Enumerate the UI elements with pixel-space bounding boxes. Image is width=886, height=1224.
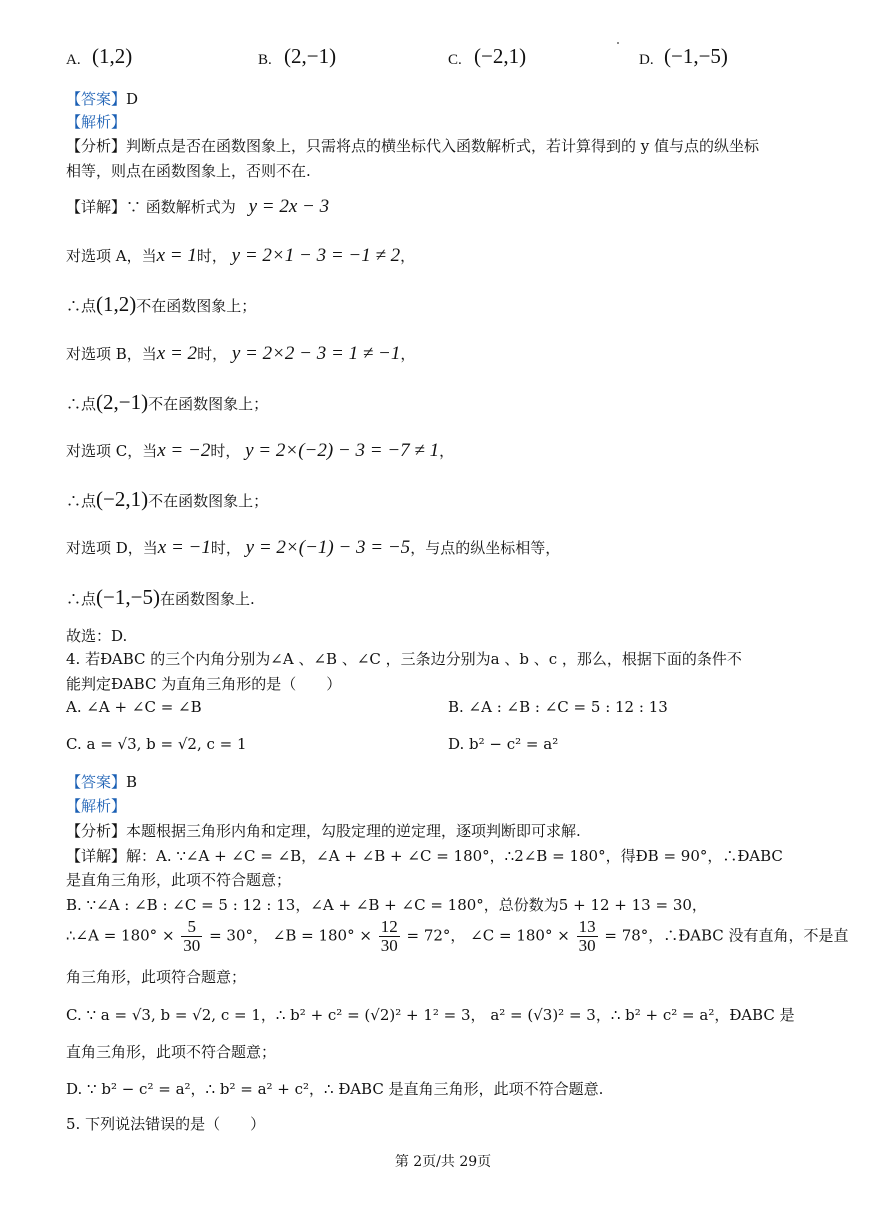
q3-option-a-letter: A. — [66, 52, 81, 68]
step-text: ， — [439, 442, 455, 460]
q3-step-b-conclusion — [66, 390, 268, 415]
q3-option-c-value: (−2,1) — [474, 44, 527, 68]
q3-step-d-conclusion — [66, 585, 255, 610]
step-text: 不在函数图象上； — [136, 297, 257, 315]
q3-option-d-letter: D. — [639, 52, 654, 68]
fraction-c — [577, 918, 598, 955]
q3-fenxi-line1 — [66, 135, 759, 156]
q4-detail-a-line1 — [66, 845, 783, 866]
q4-option-a: A. ∠A + ∠C = ∠B — [66, 698, 202, 716]
step-calc: y = 2×2 − 3 = 1 ≠ −1 — [231, 343, 401, 364]
q5-stem: 5. 下列说法错误的是（ ） — [66, 1115, 266, 1133]
fraction-denominator: 30 — [380, 936, 398, 955]
page-number: 第 2页/共 29页 — [394, 1154, 492, 1170]
step-text: ，与点的纵坐标相等， — [410, 539, 561, 557]
q3-option-b-letter: B. — [258, 52, 272, 68]
step-point: (2,−1) — [96, 390, 149, 414]
step-text: 对选项 C，当 — [66, 442, 158, 460]
answer-label: 【答案】 — [66, 90, 127, 108]
detail-text: = 72°， ∠C = 180° × — [406, 926, 570, 945]
step-text: 不在函数图象上； — [148, 395, 269, 413]
detail-text: ∴∠A = 180° × — [66, 926, 175, 945]
step-point: (−1,−5) — [96, 585, 160, 609]
q4-detail-b-line2 — [66, 918, 849, 955]
fenxi-text: 本题根据三角形内角和定理，勾股定理的逆定理，逐项判断即可求解. — [126, 822, 581, 840]
step-text: 对选项 B，当 — [66, 345, 157, 363]
xiangjie-label: 【详解】 — [66, 847, 127, 865]
answer-label: 【答案】 — [66, 773, 127, 791]
fenxi-text: 判断点是否在函数图象上，只需将点的横坐标代入函数解析式，若计算得到的 y 值与点的纵坐标 — [126, 137, 760, 155]
q4-detail-d: D. ∵ b² − c² = a²，∴ b² = a² + c²，∴ ÐABC 是直角三角形，此项不符合题意. — [66, 1080, 604, 1098]
q3-step-a — [66, 245, 415, 267]
step-text: 对选项 D，当 — [66, 539, 158, 557]
step-point: (1,2) — [96, 292, 137, 316]
answer-value: D — [126, 90, 139, 108]
q3-step-d — [66, 537, 560, 559]
detail-text: = 78°，∴ÐABC 没有直角，不是直 — [604, 926, 849, 945]
step-calc: y = 2×1 − 3 = −1 ≠ 2 — [231, 245, 401, 266]
q3-fenxi-line2: 相等，则点在函数图象上，否则不在. — [66, 162, 311, 180]
xiangjie-text: ∵ 函数解析式为 — [126, 198, 236, 216]
q3-option-b-value: (2,−1) — [284, 44, 337, 68]
q4-answer-line — [66, 771, 137, 792]
fraction-numerator: 13 — [578, 917, 596, 936]
step-x: x = 2 — [156, 343, 198, 364]
q4-detail-c-line2: 直角三角形，此项不符合题意； — [66, 1043, 277, 1061]
q4-fenxi — [66, 820, 581, 841]
q3-step-c — [66, 440, 454, 462]
q3-conclusion: 故选：D. — [66, 627, 128, 645]
analysis-label: 【解析】 — [66, 113, 127, 131]
fenxi-label: 【分析】 — [66, 822, 127, 840]
fraction-b — [379, 918, 400, 955]
detail-text: = 30°， ∠B = 180° × — [209, 926, 372, 945]
step-text: 不在函数图象上； — [148, 492, 269, 510]
stray-dot — [617, 42, 619, 44]
analysis-label: 【解析】 — [66, 797, 127, 815]
q3-step-b — [66, 343, 415, 365]
step-text: 时， — [210, 442, 241, 460]
q4-option-b: B. ∠A : ∠B : ∠C = 5 : 12 : 13 — [448, 698, 668, 716]
fraction-denominator: 30 — [183, 936, 201, 955]
q4-detail-c-line1: C. ∵ a = √3, b = √2, c = 1，∴ b² + c² = (√2)² + 1² = 3， a² = (√3)² = 3，∴ b² + c² = a²，ÐABC 是 — [66, 1006, 795, 1024]
fraction-numerator: 5 — [181, 918, 202, 937]
step-text: ， — [400, 247, 416, 265]
q4-option-c: C. a = √3, b = √2, c = 1 — [66, 735, 247, 753]
step-x: x = 1 — [156, 245, 197, 266]
step-text: ∴点 — [66, 395, 97, 413]
fraction-denominator: 30 — [578, 936, 596, 955]
detail-text: 解：A. ∵∠A + ∠C = ∠B，∠A + ∠B + ∠C = 180°，∴2∠B = 180°，得ÐB = 90°，∴ÐABC — [126, 847, 783, 865]
step-x: x = −1 — [157, 537, 211, 558]
step-text: 时， — [196, 247, 227, 265]
step-x: x = −2 — [157, 440, 211, 461]
q3-option-c-letter: C. — [448, 52, 462, 68]
q4-detail-b-line3: 角三角形，此项符合题意； — [66, 968, 247, 986]
step-text: 时， — [197, 345, 228, 363]
answer-value: B — [126, 773, 138, 791]
step-calc: y = 2×(−2) − 3 = −7 ≠ 1 — [245, 440, 440, 461]
xiangjie-label: 【详解】 — [66, 198, 127, 216]
q4-stem-line1: 4. 若ÐABC 的三个内角分别为∠A 、∠B 、∠C ，三条边分别为a 、b 、c ，那么，根据下面的条件不 — [66, 650, 742, 668]
q3-xiangjie-line — [66, 196, 329, 218]
q3-step-c-conclusion — [66, 487, 268, 512]
step-point: (−2,1) — [96, 487, 149, 511]
step-calc: y = 2×(−1) − 3 = −5 — [245, 537, 411, 558]
step-text: 对选项 A，当 — [66, 247, 157, 265]
step-text: 时， — [210, 539, 241, 557]
q3-step-a-conclusion — [66, 292, 256, 317]
step-text: ， — [400, 345, 416, 363]
step-text: 在函数图象上. — [159, 590, 255, 608]
fraction-numerator: 12 — [380, 917, 398, 936]
fraction-a — [181, 918, 202, 955]
q4-stem-line2: 能判定ÐABC 为直角三角形的是（ ） — [66, 675, 342, 693]
fenxi-label: 【分析】 — [66, 137, 127, 155]
step-text: ∴点 — [66, 492, 97, 510]
q4-detail-b-line1: B. ∵∠A : ∠B : ∠C = 5 : 12 : 13，∠A + ∠B + ∠C = 180°，总份数为5 + 12 + 13 = 30， — [66, 896, 707, 914]
q3-option-a-value: (1,2) — [92, 44, 133, 68]
step-text: ∴点 — [66, 297, 97, 315]
step-text: ∴点 — [66, 590, 97, 608]
q3-option-d-value: (−1,−5) — [664, 44, 728, 68]
q4-option-d: D. b² − c² = a² — [448, 735, 559, 753]
q4-detail-a-line2: 是直角三角形，此项不符合题意； — [66, 871, 292, 889]
q3-answer-line — [66, 88, 138, 109]
function-expression: y = 2x − 3 — [248, 196, 330, 217]
